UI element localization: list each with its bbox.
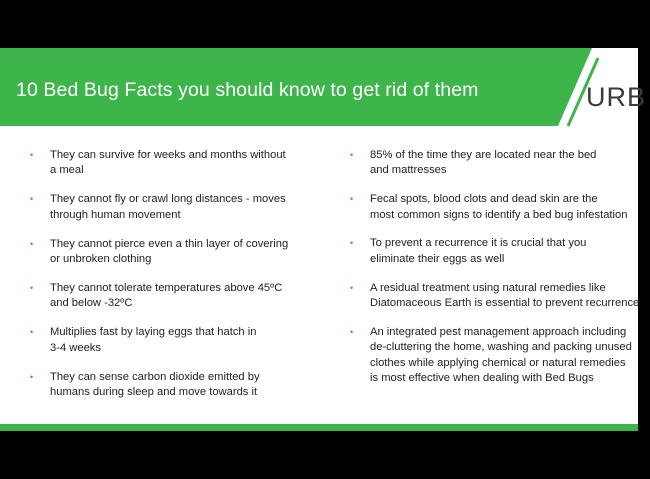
bullet-icon: • xyxy=(30,371,34,382)
fact-text: Fecal spots, blood clots and dead skin are the most common signs to identify a bed bug infestation xyxy=(370,193,628,221)
fact-item xyxy=(30,370,320,401)
bullet-icon: • xyxy=(350,194,354,205)
facts-list-right xyxy=(350,148,650,400)
fact-item xyxy=(30,192,320,223)
slide-title: 10 Bed Bug Facts you should know to get rid of them xyxy=(16,79,479,101)
bullet-icon: • xyxy=(350,326,354,337)
bullet-icon: • xyxy=(350,238,354,249)
brand-logo: URB xyxy=(586,82,647,112)
bullet-icon: • xyxy=(30,327,34,338)
fact-text: Multiplies fast by laying eggs that hatch in 3-4 weeks xyxy=(50,326,257,354)
fact-text: They can sense carbon dioxide emitted by humans during sleep and move towards it xyxy=(50,370,260,398)
fact-text: An integrated pest management approach including de-cluttering the home, washing and packing unused clothes while applying chemical or natural remedies is most effective when dealing with Bed Bugs xyxy=(370,325,632,385)
bullet-icon: • xyxy=(30,282,34,293)
fact-item xyxy=(350,236,650,267)
bullet-icon: • xyxy=(350,282,354,293)
fact-item xyxy=(30,325,320,356)
bullet-icon: • xyxy=(30,238,34,249)
fact-item xyxy=(30,237,320,268)
fact-item xyxy=(350,148,650,179)
bullet-icon: • xyxy=(30,150,34,160)
fact-text: They cannot pierce even a thin layer of covering or unbroken clothing xyxy=(50,237,289,266)
fact-item xyxy=(30,281,320,312)
fact-text: They cannot tolerate temperatures above 45ºC and below -32ºC xyxy=(50,281,283,310)
fact-text: To prevent a recurrence it is crucial that you eliminate their eggs as well xyxy=(370,237,587,265)
facts-list-left xyxy=(30,148,320,414)
fact-item xyxy=(350,325,650,387)
fact-text: 85% of the time they are located near the bed and mattresses xyxy=(370,149,597,177)
footer-accent-bar xyxy=(0,424,638,431)
fact-item xyxy=(30,148,320,179)
fact-text: They cannot fly or crawl long distances - moves through human movement xyxy=(50,193,286,221)
slide xyxy=(0,48,647,431)
bullet-icon: • xyxy=(350,150,354,160)
title-banner xyxy=(0,48,647,126)
fact-item xyxy=(350,192,650,223)
fact-item xyxy=(350,281,650,312)
fact-text: A residual treatment using natural remedies like Diatomaceous Earth is essential to prevent recurrence xyxy=(370,281,640,310)
bullet-icon: • xyxy=(30,194,34,205)
fact-text: They can survive for weeks and months without a meal xyxy=(50,149,286,177)
